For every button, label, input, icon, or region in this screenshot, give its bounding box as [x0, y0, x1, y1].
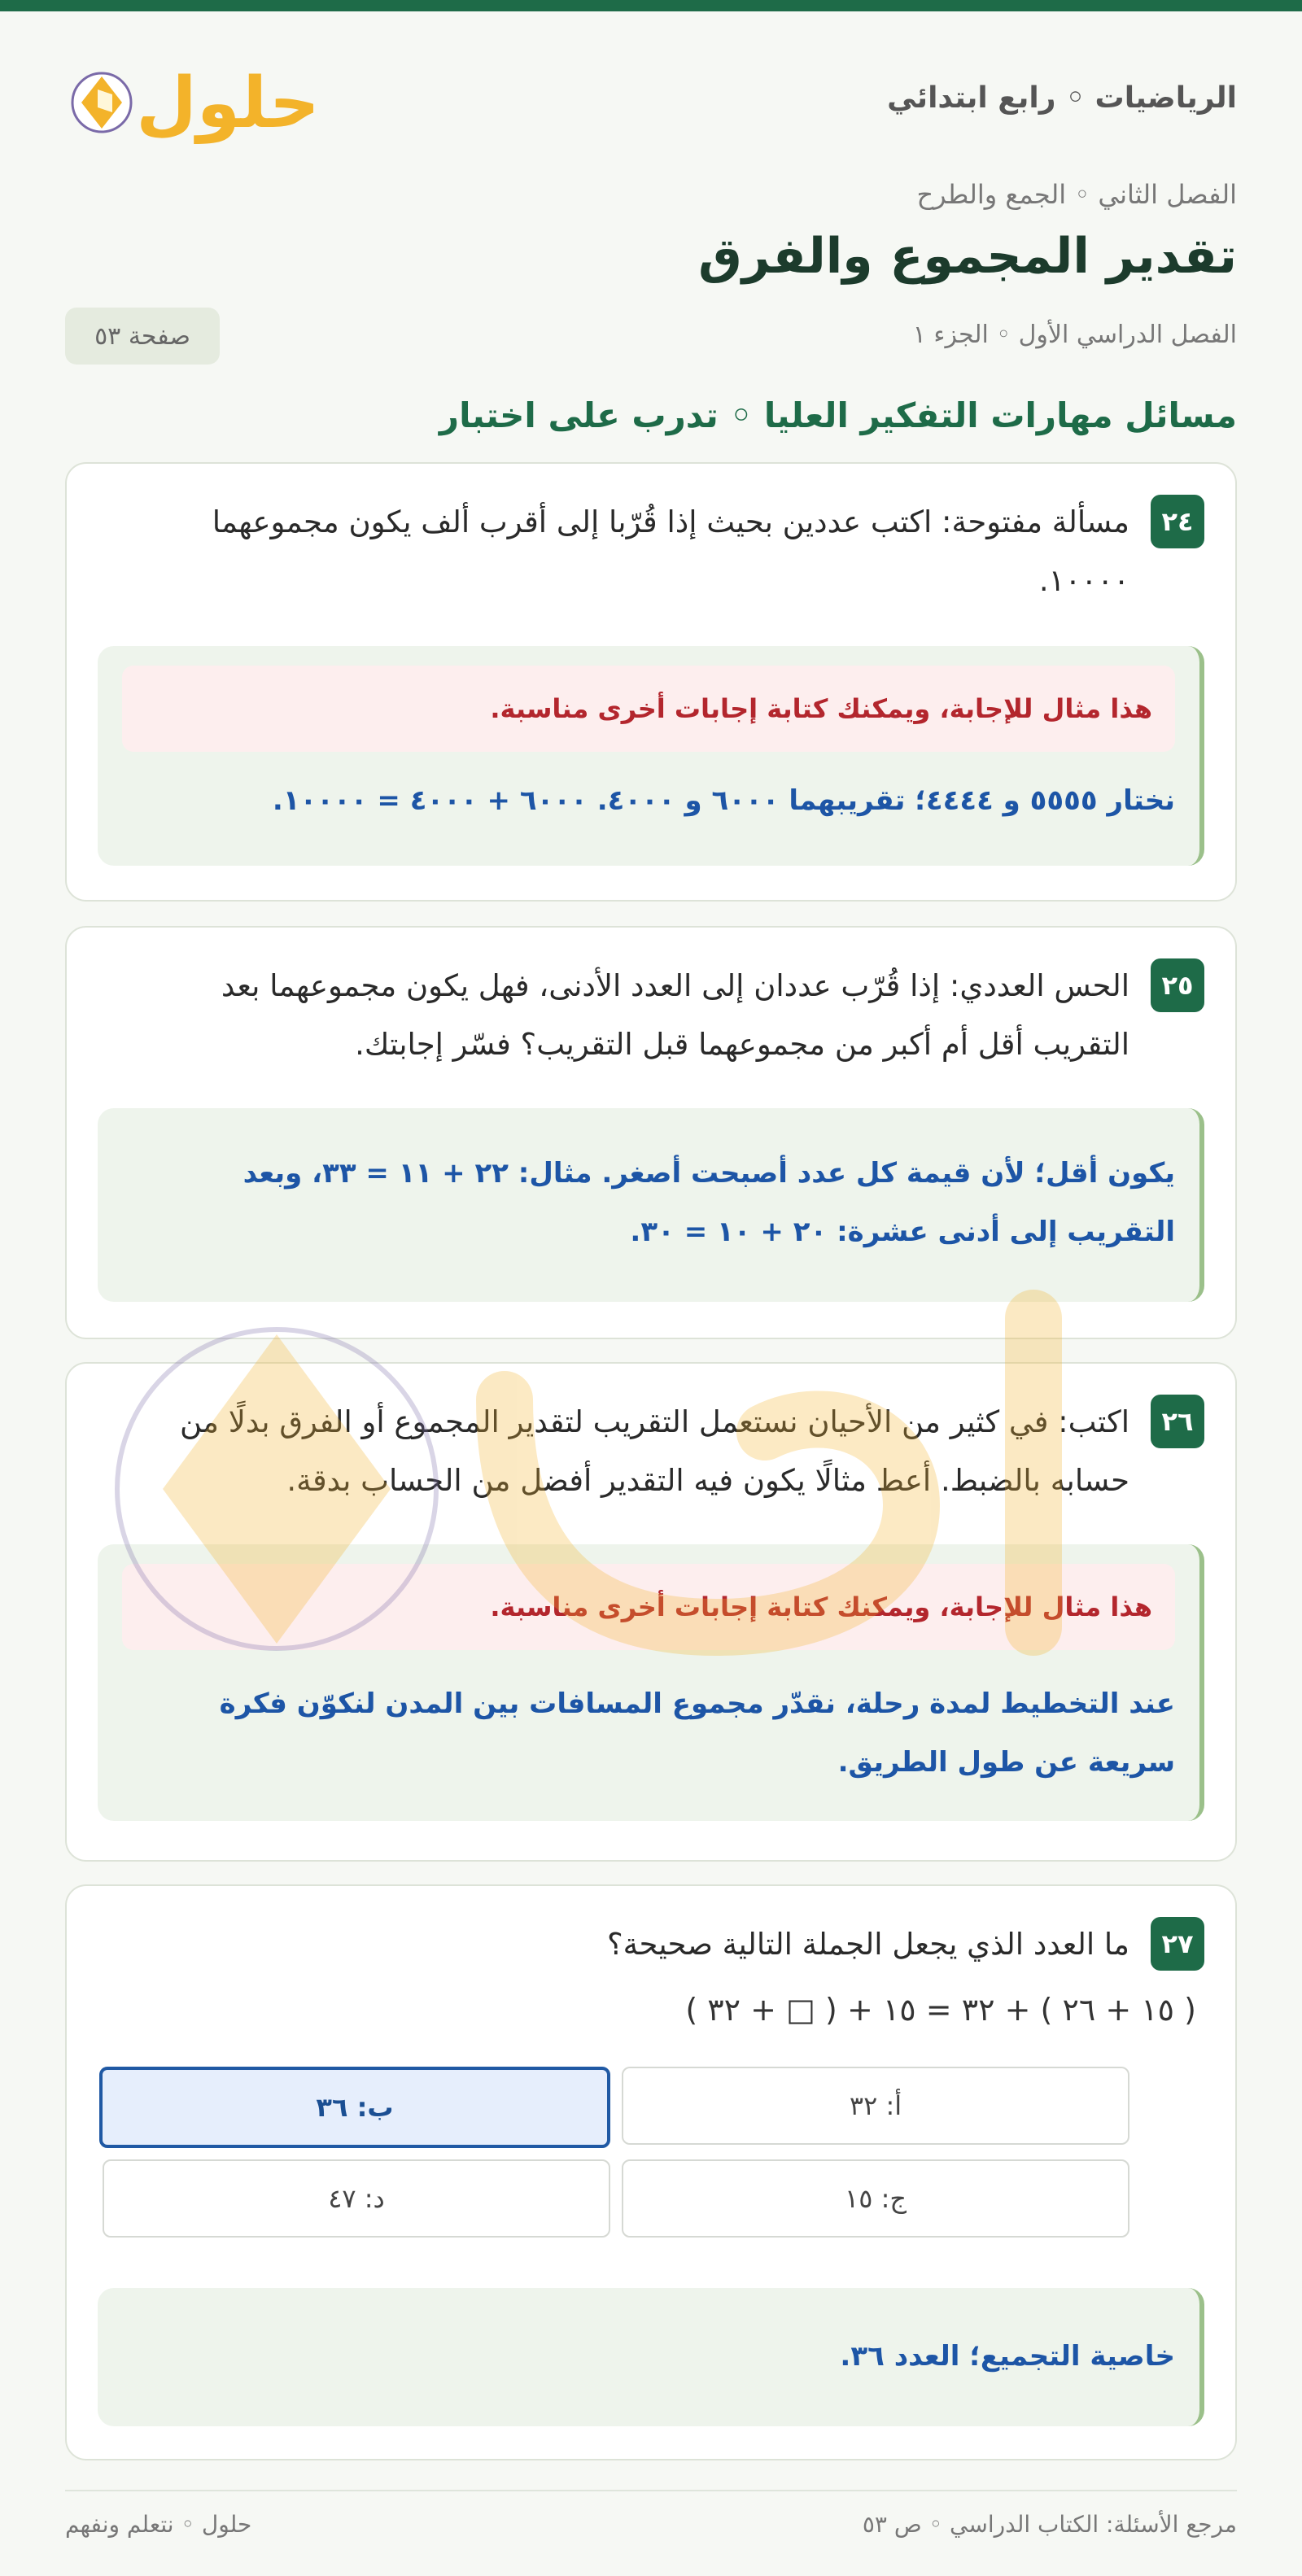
answer-box: [98, 1544, 1204, 1821]
page-title: تقدير المجموع والفرق: [698, 228, 1237, 285]
option-a[interactable]: أ: ٣٢: [622, 2067, 1129, 2145]
question-card: [65, 462, 1237, 902]
question-number: ٢٧: [1151, 1917, 1204, 1971]
logo-text: حلول: [136, 63, 320, 144]
answer-box: [98, 1108, 1204, 1302]
answer-box: [98, 2288, 1204, 2426]
question-card: [65, 1884, 1237, 2460]
option-c[interactable]: ج: ١٥: [622, 2159, 1129, 2238]
footer-reference: مرجع الأسئلة: الكتاب الدراسي ◦ ص ٥٣: [862, 2511, 1237, 2538]
subject-label: الرياضيات ◦ رابع ابتدائي: [887, 81, 1237, 115]
answer-text: نختار ٥٥٥٥ و ٤٤٤٤؛ تقريبهما ٦٠٠٠ و ٤٠٠٠. ٦٠٠٠ + ٤٠٠٠ = ١٠٠٠٠.: [272, 784, 1175, 817]
footer-brand: حلول ◦ نتعلم ونفهم: [65, 2511, 252, 2538]
section-title: مسائل مهارات التفكير العليا ◦ تدرب على اختبار: [439, 395, 1237, 435]
question-number: ٢٥: [1151, 958, 1204, 1012]
option-b[interactable]: ب: ٣٦: [99, 2067, 610, 2148]
hulul-logo[interactable]: [65, 54, 320, 151]
question-card: [65, 926, 1237, 1339]
breadcrumb: الفصل الثاني ◦ الجمع والطرح: [916, 179, 1237, 210]
question-text: مسألة مفتوحة: اكتب عددين بحيث إذا قُرّبا إلى أقرب ألف يكون مجموعهما ١٠٠٠٠.: [212, 504, 1129, 598]
question-text: الحس العددي: إذا قُرّب عددان إلى العدد الأدنى، فهل يكون مجموعهما بعد التقريب أقل أم أكبر من مجموعهما قبل التقريب؟ فسّر إجابتك.: [221, 968, 1129, 1062]
question-text: اكتب: في كثير من الأحيان نستعمل التقريب لتقدير المجموع أو الفرق بدلًا من حسابه بالضبط. أعط مثالًا يكون فيه التقدير أفضل من الحساب بدقة.: [180, 1404, 1129, 1498]
answer-box: [98, 646, 1204, 866]
answer-note: هذا مثال للإجابة، ويمكنك كتابة إجابات أخرى مناسبة.: [122, 1564, 1175, 1650]
page-header: [65, 49, 1237, 155]
equation: ( ١٥ + ٢٦ ) + ٣٢ = ١٥ + ( □ + ٣٢ ): [685, 1992, 1196, 2028]
term-meta: الفصل الدراسي الأول ◦ الجزء ١: [912, 321, 1237, 349]
top-accent-bar: [0, 0, 1302, 11]
question-number: ٢٤: [1151, 495, 1204, 548]
answer-note: هذا مثال للإجابة، ويمكنك كتابة إجابات أخرى مناسبة.: [122, 666, 1175, 752]
answer-text: عند التخطيط لمدة رحلة، نقدّر مجموع المسافات بين المدن لنكوّن فكرة سريعة عن طول الطريق.: [219, 1687, 1175, 1779]
option-d[interactable]: د: ٤٧: [103, 2159, 610, 2238]
page-badge: صفحة ٥٣: [65, 308, 220, 365]
answer-text: خاصية التجميع؛ العدد ٣٦.: [840, 2340, 1175, 2373]
answer-text: يكون أقل؛ لأن قيمة كل عدد أصبحت أصغر. مثال: ٢٢ + ١١ = ٣٣، وبعد التقريب إلى أدنى عشرة: ٢٠ + ١٠ = ٣٠.: [242, 1157, 1175, 1248]
question-number: ٢٦: [1151, 1395, 1204, 1448]
footer-divider: [65, 2490, 1237, 2491]
question-card: [65, 1362, 1237, 1862]
question-text: ما العدد الذي يجعل الجملة التالية صحيحة؟: [607, 1927, 1129, 1962]
